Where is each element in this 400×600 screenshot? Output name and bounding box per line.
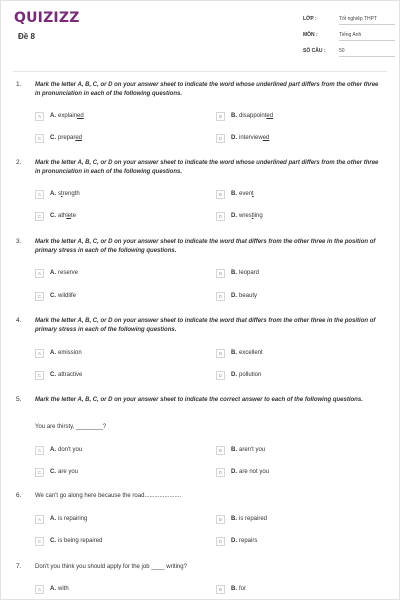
option-letter: B.: [231, 191, 237, 197]
option-c[interactable]: [35, 370, 82, 380]
question-instruction: Mark the letter A, B, C, or D on your answer sheet to indicate the correct answer to each of the following questions.: [35, 397, 363, 403]
question-instruction: Mark the letter A, B, C, or D on your answer sheet to indicate the word that differs from the other three in the position of primary stress in each of the following questions.: [35, 239, 376, 254]
option-a[interactable]: [35, 111, 84, 121]
option-text: repairs: [239, 538, 258, 544]
option-a[interactable]: [35, 445, 82, 455]
option-marker: D: [216, 537, 225, 546]
option-b[interactable]: [216, 268, 259, 278]
option-letter: D.: [231, 372, 237, 378]
option-letter: B.: [231, 447, 237, 453]
option-letter: B.: [231, 270, 237, 276]
option-text: emission: [58, 350, 82, 356]
option-text: are you: [58, 469, 79, 475]
question-instruction: Mark the letter A, B, C, or D on your answer sheet to indicate the word that differs from the other three in the position of primary stress in each of the following questions.: [35, 318, 376, 333]
option-text: pollution: [239, 372, 262, 378]
option-marker: A: [35, 190, 44, 199]
option-letter: A.: [50, 586, 56, 592]
option-marker: D: [216, 212, 225, 221]
option-text: beauty: [239, 293, 258, 299]
option-text: excellent: [239, 350, 263, 356]
option-a[interactable]: [35, 584, 69, 594]
question-number: 7.: [16, 563, 22, 570]
meta-row-subject: [303, 29, 395, 45]
option-d[interactable]: [216, 211, 263, 221]
option-c[interactable]: [35, 133, 82, 143]
question-prompt: You are thirsty, ________?: [35, 424, 107, 430]
option-marker: C: [35, 468, 44, 477]
option-c[interactable]: [35, 291, 76, 301]
option-letter: D.: [231, 213, 237, 219]
option-letter: D.: [231, 135, 237, 141]
option-letter: C.: [50, 538, 56, 544]
option-a[interactable]: [35, 514, 87, 524]
option-letter: D.: [231, 469, 237, 475]
option-text: attractive: [58, 372, 83, 378]
option-text: disappointed: [239, 113, 274, 119]
option-letter: C.: [50, 372, 56, 378]
option-d[interactable]: [216, 467, 269, 477]
option-d[interactable]: [216, 133, 269, 143]
option-letter: C.: [50, 293, 56, 299]
option-text: wildlife: [58, 293, 77, 299]
question-instruction: Mark the letter A, B, C, or D on your answer sheet to indicate the word whose underlined part differs from the other three in pronunciation in each of the following questions.: [35, 160, 379, 175]
meta-value: Tiếng Anh: [339, 29, 395, 41]
option-letter: C.: [50, 135, 56, 141]
question-number: 3.: [16, 238, 22, 245]
option-marker: B: [216, 515, 225, 524]
option-c[interactable]: [35, 211, 76, 221]
option-marker: A: [35, 349, 44, 358]
option-text: are not you: [239, 469, 270, 475]
header-divider: [13, 71, 387, 72]
option-c[interactable]: [35, 536, 102, 546]
option-b[interactable]: [216, 111, 273, 121]
option-text: is repaired: [239, 516, 268, 522]
option-text: leopard: [239, 270, 260, 276]
option-marker: B: [216, 349, 225, 358]
option-d[interactable]: [216, 536, 257, 546]
option-marker: A: [35, 269, 44, 278]
quizizz-logo: QUIZIZZ: [14, 10, 80, 26]
option-marker: A: [35, 515, 44, 524]
meta-row-class: [303, 13, 395, 29]
option-marker: B: [216, 112, 225, 121]
option-marker: A: [35, 446, 44, 455]
option-marker: C: [35, 537, 44, 546]
option-text: explained: [58, 113, 84, 119]
option-marker: B: [216, 190, 225, 199]
option-text: prepared: [58, 135, 83, 141]
option-text: reserve: [58, 270, 79, 276]
option-c[interactable]: [35, 467, 78, 477]
exam-title: Đề 8: [18, 32, 35, 41]
option-letter: A.: [50, 350, 56, 356]
option-b[interactable]: [216, 348, 263, 358]
option-letter: B.: [231, 516, 237, 522]
option-marker: B: [216, 269, 225, 278]
option-text: is being repaired: [58, 538, 103, 544]
option-marker: A: [35, 585, 44, 594]
option-letter: C.: [50, 213, 56, 219]
question-prompt: We can't go along here because the road......................: [35, 493, 182, 499]
meta-label: SỐ CÂU :: [303, 48, 326, 54]
option-letter: A.: [50, 447, 56, 453]
meta-value: 50: [339, 45, 395, 57]
option-marker: C: [35, 292, 44, 301]
option-marker: C: [35, 212, 44, 221]
option-letter: B.: [231, 586, 237, 592]
option-text: strength: [58, 191, 80, 197]
option-marker: D: [216, 292, 225, 301]
meta-value: Tốt nghiệp THPT: [339, 13, 395, 25]
option-marker: C: [35, 134, 44, 143]
option-letter: A.: [50, 191, 56, 197]
option-letter: B.: [231, 113, 237, 119]
exam-meta: [303, 13, 395, 61]
option-letter: A.: [50, 270, 56, 276]
option-b[interactable]: [216, 514, 267, 524]
option-text: don't you: [58, 447, 83, 453]
option-a[interactable]: [35, 268, 78, 278]
question-number: 1.: [16, 81, 22, 88]
option-marker: C: [35, 371, 44, 380]
option-marker: D: [216, 371, 225, 380]
option-letter: A.: [50, 516, 56, 522]
question-number: 4.: [16, 317, 22, 324]
option-b[interactable]: [216, 584, 246, 594]
option-text: aren't you: [239, 447, 266, 453]
option-marker: D: [216, 468, 225, 477]
option-text: event: [239, 191, 254, 197]
option-a[interactable]: [35, 348, 82, 358]
option-letter: C.: [50, 469, 56, 475]
option-b[interactable]: [216, 189, 254, 199]
option-marker: B: [216, 585, 225, 594]
option-b[interactable]: [216, 445, 265, 455]
option-text: is repairing: [58, 516, 88, 522]
meta-row-question-count: [303, 45, 395, 61]
option-text: with: [58, 586, 69, 592]
option-marker: A: [35, 112, 44, 121]
option-marker: B: [216, 446, 225, 455]
option-letter: A.: [50, 113, 56, 119]
question-instruction: Mark the letter A, B, C, or D on your answer sheet to indicate the word whose underlined part differs from the other three in pronunciation in each of the following questions.: [35, 82, 379, 97]
question-number: 5.: [16, 396, 22, 403]
option-marker: D: [216, 134, 225, 143]
question-prompt: Don't you think you should apply for the job ____ writing?: [35, 564, 187, 570]
option-d[interactable]: [216, 291, 257, 301]
option-text: for: [239, 586, 247, 592]
option-d[interactable]: [216, 370, 261, 380]
question-number: 2.: [16, 159, 22, 166]
question-number: 6.: [16, 492, 22, 499]
option-letter: B.: [231, 350, 237, 356]
option-text: wrestling: [239, 213, 263, 219]
option-letter: D.: [231, 538, 237, 544]
option-text: interviewed: [239, 135, 270, 141]
meta-label: MÔN :: [303, 32, 318, 38]
option-a[interactable]: [35, 189, 80, 199]
meta-label: LỚP :: [303, 16, 317, 22]
option-letter: D.: [231, 293, 237, 299]
option-text: athlete: [58, 213, 77, 219]
